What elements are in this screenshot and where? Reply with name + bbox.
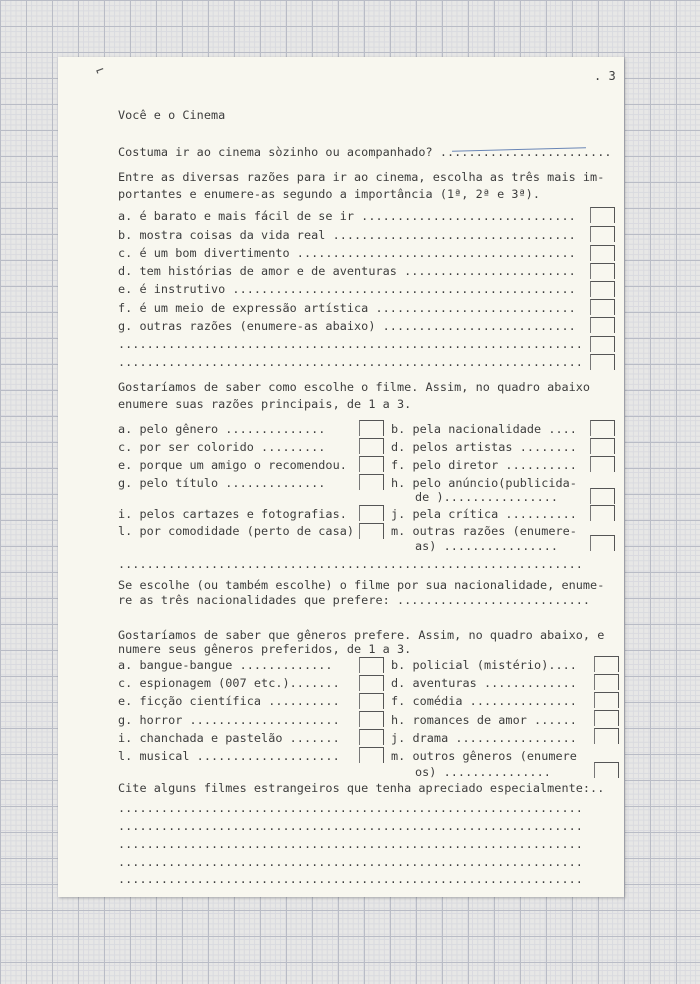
q3-rank-box[interactable] [359,505,384,521]
q5-rank-box[interactable] [594,728,619,744]
q5-intro-line-1: Gostaríamos de saber que gêneros prefere. Assim, no quadro abaixo, e [118,628,605,642]
q2-option: f. é um meio de expressão artística ............................ [118,301,576,315]
q5-option-right: f. comédia ............... [391,694,577,708]
q2-option: e. é instrutivo ................................................ [118,282,576,296]
q5-rank-box[interactable] [359,657,384,673]
q3-option-right: h. pelo anúncio(publicida- [391,476,577,490]
q6-blank-line: ................................................................. [118,819,583,833]
q5-option-left: g. horror ..................... [118,713,340,727]
q2-intro-line-2: portantes e enumere-as segundo a importância (1ª, 2ª e 3ª). [118,187,540,201]
q3-option-left: i. pelos cartazes e fotografias. [118,507,347,521]
q2-rank-box[interactable] [590,317,615,333]
q3-rank-box[interactable] [590,456,615,472]
q3-rank-box[interactable] [359,456,384,472]
q3-rank-box[interactable] [359,438,384,454]
q3-option-left: g. pelo título .............. [118,476,326,490]
q2-rank-box[interactable] [590,299,615,315]
q5-option-right: m. outros gêneros (enumere [391,749,577,763]
q3-rank-box[interactable] [359,523,384,539]
q2-rank-box[interactable] [590,207,615,223]
q3-option-right: m. outras razões (enumere- [391,524,577,538]
q1-text: Costuma ir ao cinema sòzinho ou acompanhado? ........................ [118,145,612,159]
q3-option-right: d. pelos artistas ........ [391,440,577,454]
q3-intro-line-1: Gostaríamos de saber como escolhe o filme. Assim, no quadro abaixo [118,380,591,394]
q5-option-right: h. romances de amor ...... [391,713,577,727]
q5-rank-box[interactable] [359,747,384,763]
q2-blank-line: ................................................................. [118,355,583,369]
q3-option-right: de )................ [415,490,559,504]
q2-intro-line-1: Entre as diversas razões para ir ao cinema, escolha as três mais im- [118,170,605,184]
q4-line-2: re as três nacionalidades que prefere: ........................... [118,593,591,607]
q3-rank-box[interactable] [590,420,615,436]
q5-rank-box[interactable] [594,762,619,778]
q2-option: d. tem histórias de amor e de aventuras ........................ [118,264,576,278]
q5-rank-box[interactable] [594,692,619,708]
q3-option-right: f. pelo diretor .......... [391,458,577,472]
q5-rank-box[interactable] [594,710,619,726]
q5-option-right: j. drama ................. [391,731,577,745]
q3-rank-box[interactable] [359,474,384,490]
q5-option-left: l. musical .................... [118,749,340,763]
q5-rank-box[interactable] [594,674,619,690]
q3-rank-box[interactable] [359,420,384,436]
q3-rank-box[interactable] [590,488,615,504]
q5-option-right: d. aventuras ............. [391,676,577,690]
pencil-mark-icon: ⌐ [93,62,107,80]
q2-rank-box[interactable] [590,281,615,297]
q2-option: a. é barato e mais fácil de se ir .............................. [118,209,576,223]
page-title: Você e o Cinema [118,108,226,122]
q5-rank-box[interactable] [359,675,384,691]
q6-blank-line: ................................................................. [118,872,583,886]
q2-rank-box[interactable] [590,226,615,242]
q6-blank-line: ................................................................. [118,837,583,851]
q2-rank-box[interactable] [590,263,615,279]
q6-blank-line: ................................................................. [118,801,583,815]
q2-option: b. mostra coisas da vida real .................................. [118,228,576,242]
q3-option-left: l. por comodidade (perto de casa) [118,524,355,538]
q2-option: c. é um bom divertimento ....................................... [118,246,576,260]
q5-option-left: i. chanchada e pastelão ....... [118,731,340,745]
q3-option-left: a. pelo gênero .............. [118,422,326,436]
q3-option-right: as) ................ [415,539,559,553]
q3-option-left: c. por ser colorido ......... [118,440,326,454]
q3-blank-line: ................................................................. [118,557,583,571]
questionnaire-page [58,57,624,897]
q2-rank-box[interactable] [590,245,615,261]
q2-option: g. outras razões (enumere-as abaixo) ........................... [118,319,576,333]
q2-rank-box[interactable] [590,354,615,370]
q6-intro: Cite alguns filmes estrangeiros que tenha apreciado especialmente:.. [118,781,605,795]
q3-option-right: b. pela nacionalidade .... [391,422,577,436]
q5-option-left: a. bangue-bangue ............. [118,658,333,672]
q3-option-right: j. pela crítica .......... [391,507,577,521]
q5-option-right: b. policial (mistério).... [391,658,577,672]
q5-rank-box[interactable] [359,729,384,745]
q3-rank-box[interactable] [590,505,615,521]
q3-rank-box[interactable] [590,438,615,454]
q2-blank-line: ................................................................. [118,337,583,351]
q3-rank-box[interactable] [590,535,615,551]
q5-rank-box[interactable] [594,656,619,672]
q3-intro-line-2: enumere suas razões principais, de 1 a 3. [118,397,412,411]
q5-option-right: os) ............... [415,765,551,779]
q5-intro-line-2: numere seus gêneros preferidos, de 1 a 3. [118,642,412,656]
q5-rank-box[interactable] [359,693,384,709]
q2-rank-box[interactable] [590,336,615,352]
q3-option-left: e. porque um amigo o recomendou. [118,458,347,472]
q5-option-left: c. espionagem (007 etc.)....... [118,676,340,690]
page-number: . 3 [594,69,616,83]
q4-line-1: Se escolhe (ou também escolhe) o filme por sua nacionalidade, enume- [118,578,605,592]
q5-rank-box[interactable] [359,711,384,727]
q5-option-left: e. ficção científica .......... [118,694,340,708]
q6-blank-line: ................................................................. [118,855,583,869]
